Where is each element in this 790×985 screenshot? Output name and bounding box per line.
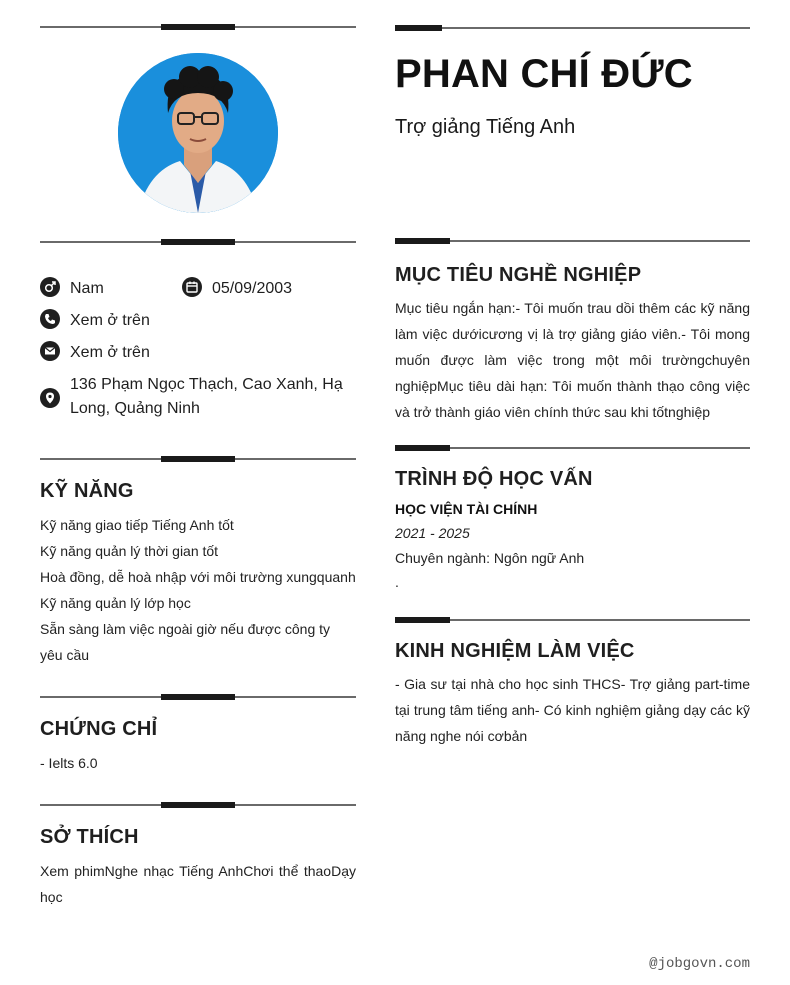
mail-icon [40,341,60,361]
contact-phone [40,309,150,333]
divider-certificates [40,696,356,698]
experience-text: - Gia sư tại nhà cho học sinh THCS- Trợ giảng part-time tại trung tâm tiếng anh- Có kinh nghiệm giảng dạy các kỹ năng nghe nói cơbản [395,676,750,744]
education-major: Chuyên ngành: Ngôn ngữ Anh [395,550,585,566]
divider-left-contact [40,241,356,243]
objective-text: Mục tiêu ngắn hạn:- Tôi muốn trau dồi thêm các kỹ năng làm việc dướicương vị là trợ giảng giáo viên.- Tôi mong muốn được làm việc trong một môi trườngchuyên nghiệpMục tiêu dài hạn: Tôi muốn thành thạo công việc và trở thành giáo viên chính thức sau khi tốtnghiệp [395,300,750,420]
skills-list [40,512,356,668]
birthday-value: 05/09/2003 [212,280,293,297]
skills-title: KỸ NĂNG [40,480,134,502]
experience-title: KINH NGHIỆM LÀM VIỆC [395,640,635,662]
contact-gender [40,277,104,301]
certificates-title: CHỨNG CHỈ [40,718,158,740]
phone-icon [40,309,60,329]
hobbies-text: Xem phimNghe nhạc Tiếng AnhChơi thể thaoDạy học [40,863,356,905]
email-value: Xem ở trên [70,344,150,361]
divider-left-top [40,26,356,28]
list-item: Hoà đồng, dễ hoà nhập với môi trường xungquanh [40,569,356,585]
contact-birthday [182,277,292,301]
address-value: 136 Phạm Ngọc Thạch, Cao Xanh, Hạ Long, Quảng Ninh [70,376,343,417]
gender-value: Nam [70,280,104,297]
avatar-portrait [118,53,278,213]
phone-value: Xem ở trên [70,312,150,329]
list-item: Kỹ năng giao tiếp Tiếng Anh tốt [40,517,234,533]
divider-right-top [395,27,750,29]
education-title: TRÌNH ĐỘ HỌC VẤN [395,468,593,490]
avatar [118,53,278,213]
list-item: Kỹ năng quản lý lớp học [40,595,191,611]
divider-hobbies [40,804,356,806]
calendar-icon [182,277,202,297]
watermark: @jobgovn.com [649,956,750,972]
education-note: . [395,574,399,590]
contact-email [40,341,150,365]
divider-experience [395,619,750,621]
objective-title: MỤC TIÊU NGHỀ NGHIỆP [395,264,642,286]
gender-icon [40,277,60,297]
education-school: HỌC VIỆN TÀI CHÍNH [395,501,538,517]
divider-education [395,447,750,449]
education-period: 2021 - 2025 [395,525,470,541]
certificates-text: - Ielts 6.0 [40,755,98,771]
contact-address [40,373,356,421]
divider-objective [395,240,750,242]
hobbies-title: SỞ THÍCH [40,826,139,848]
candidate-name: PHAN CHÍ ĐỨC [395,52,693,96]
location-pin-icon [40,388,60,408]
list-item: Kỹ năng quản lý thời gian tốt [40,543,219,559]
job-title: Trợ giảng Tiếng Anh [395,116,576,138]
divider-skills [40,458,356,460]
list-item: Sẵn sàng làm việc ngoài giờ nếu được công ty yêu cầu [40,621,331,663]
